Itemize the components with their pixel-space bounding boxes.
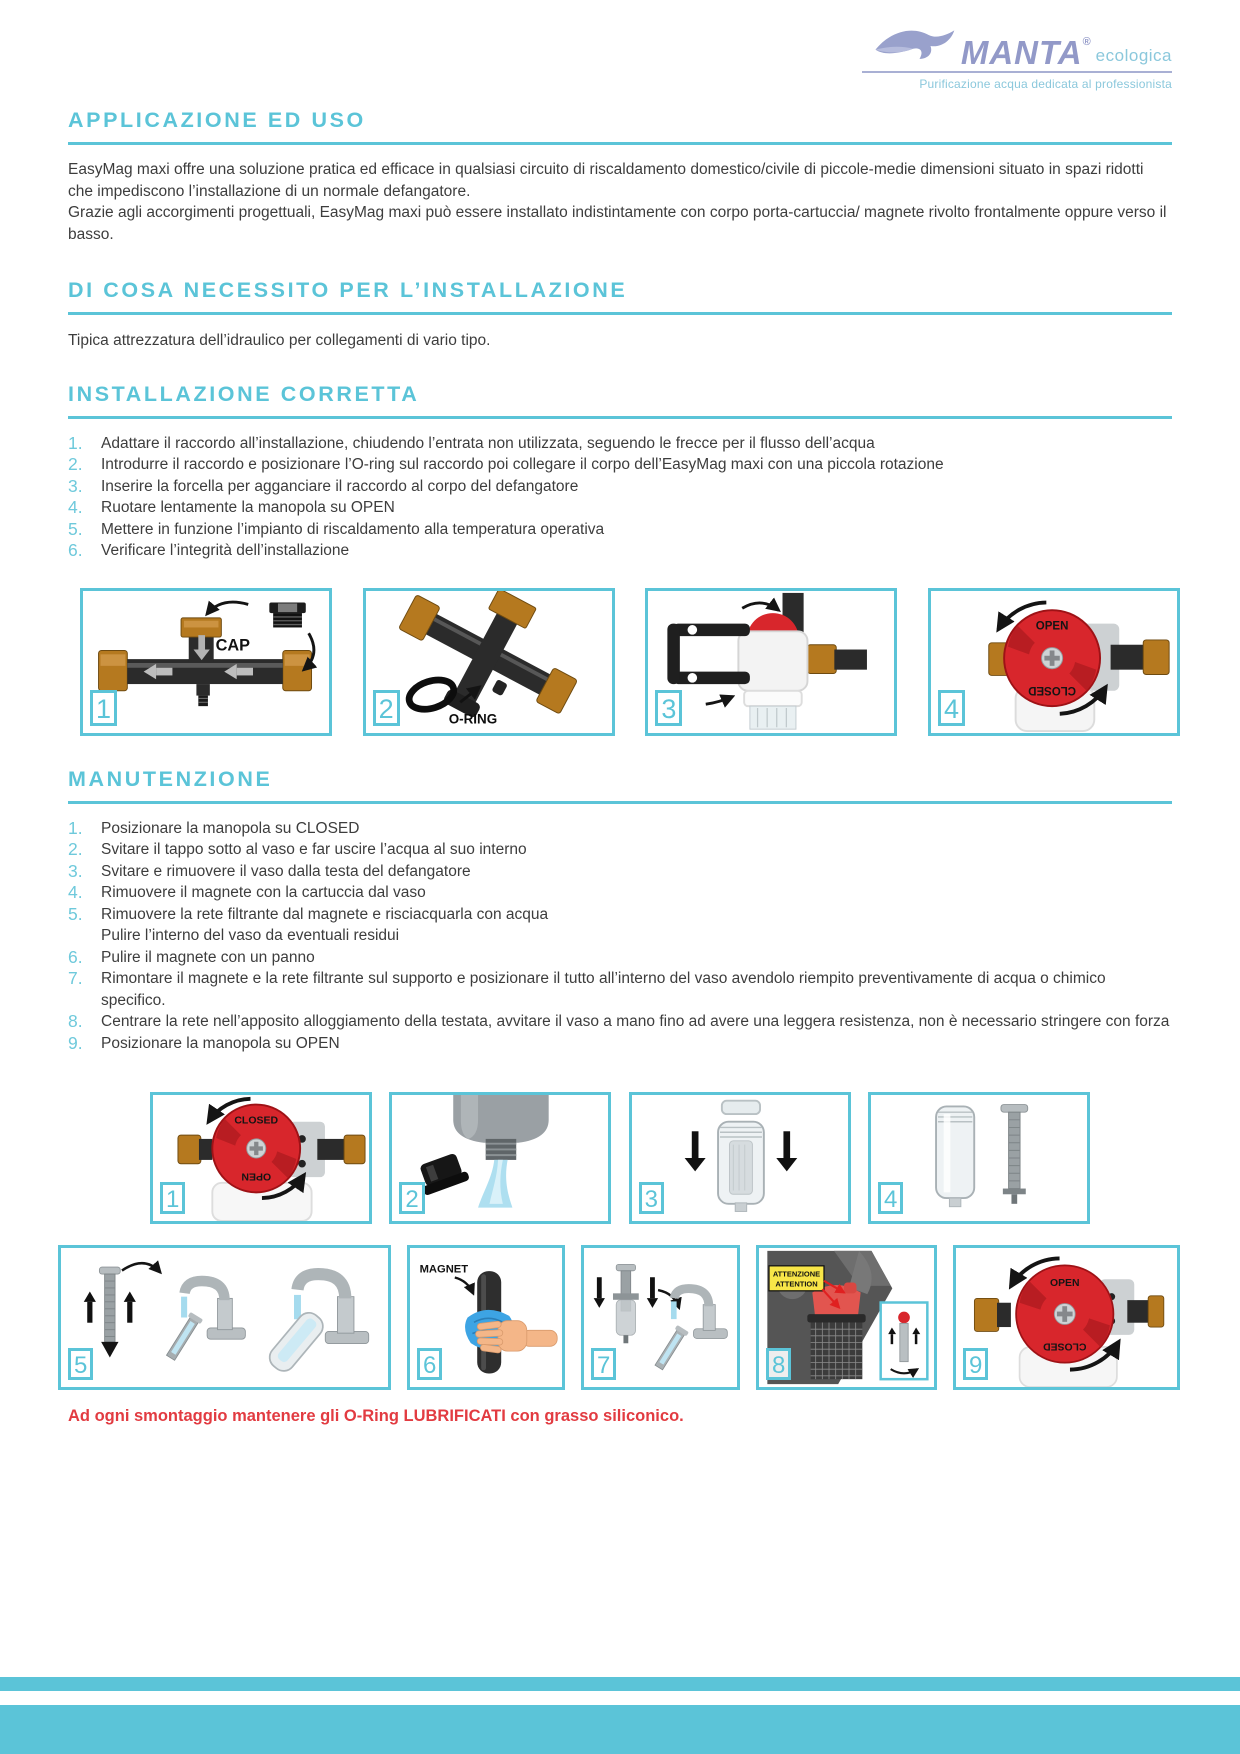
figure-number-badge: 4 bbox=[938, 690, 965, 726]
knob-closed-illustration bbox=[153, 1095, 369, 1221]
drain-cap-illustration bbox=[392, 1095, 608, 1221]
vessel-and-cartridge-illustration bbox=[871, 1095, 1087, 1221]
requirements-paragraph: Tipica attrezzatura dell’idraulico per collegamenti di vario tipo. bbox=[68, 332, 491, 349]
step-number: 2. bbox=[68, 839, 83, 859]
figure-number-badge: 7 bbox=[591, 1348, 616, 1380]
list-item bbox=[68, 454, 1172, 476]
section-title-applicazione: APPLICAZIONE ED USO bbox=[68, 108, 366, 132]
figure-maint-8 bbox=[756, 1245, 937, 1390]
closed-label: CLOSED bbox=[1043, 1340, 1087, 1352]
step-text: Rimontare il magnete e la rete filtrante sul supporto e posizionare il tutto all’interno del vaso avendolo riempito preventivamente di acqua o chimico specifico. bbox=[101, 970, 1106, 1009]
figure-number-badge: 1 bbox=[90, 690, 117, 726]
installation-steps bbox=[68, 433, 1172, 562]
closed-label: CLOSED bbox=[234, 1114, 279, 1127]
figure-install-2 bbox=[363, 588, 615, 736]
step-text: Verificare l’integrità dell’installazione bbox=[101, 542, 350, 559]
maintenance-figures-row-1 bbox=[150, 1092, 1090, 1224]
list-item bbox=[68, 818, 1172, 840]
figure-number-badge: 2 bbox=[373, 690, 400, 726]
section-rule bbox=[68, 801, 1172, 804]
step-number: 2. bbox=[68, 454, 83, 474]
list-item bbox=[68, 839, 1172, 861]
cap-label: CAP bbox=[215, 635, 251, 654]
attention-text: ATTENTION bbox=[775, 1279, 818, 1289]
step-text: Rimuovere il magnete con la cartuccia dal vaso bbox=[101, 884, 426, 901]
list-item bbox=[68, 540, 1172, 562]
step-text: Svitare il tappo sotto al vaso e far uscire l’acqua al suo interno bbox=[101, 841, 527, 858]
step-text: Adattare il raccordo all’installazione, chiudendo l’entrata non utilizzata, seguendo le frecce per il flusso dell’acqua bbox=[101, 434, 875, 452]
figure-number-badge: 4 bbox=[878, 1182, 903, 1214]
list-item bbox=[68, 1033, 1172, 1055]
maintenance-steps bbox=[68, 818, 1172, 1055]
step-number: 9. bbox=[68, 1032, 83, 1053]
list-item bbox=[68, 904, 1172, 947]
application-paragraph-2: Grazie agli accorgimenti progettuali, EasyMag maxi può essere installato indistintamente con corpo porta-cartuccia/ magnete rivolto frontalmente oppure verso il basso. bbox=[68, 204, 1167, 243]
section-rule bbox=[68, 416, 1172, 419]
figure-number-badge: 2 bbox=[399, 1182, 424, 1214]
footer-bar-thick bbox=[0, 1705, 1240, 1754]
figure-maint-2 bbox=[389, 1092, 611, 1224]
figure-install-4 bbox=[928, 588, 1180, 736]
closed-label: CLOSED bbox=[1028, 683, 1077, 696]
down-arrow-right bbox=[776, 1131, 797, 1171]
step-text: Introdurre il raccordo e posizionare l’O-ring sul raccordo poi collegare il corpo dell’EasyMag maxi con una piccola rotazione bbox=[101, 456, 944, 473]
lubrication-warning: Ad ogni smontaggio mantenere gli O-Ring LUBRIFICATI con grasso siliconico. bbox=[68, 1407, 684, 1425]
figure-maint-3 bbox=[629, 1092, 851, 1224]
step-number: 6. bbox=[68, 540, 83, 560]
figure-number-badge: 9 bbox=[963, 1348, 988, 1380]
fork-clip-illustration bbox=[648, 591, 894, 733]
step-number: 5. bbox=[68, 518, 83, 539]
figure-number-badge: 6 bbox=[417, 1348, 442, 1380]
installation-figures-row bbox=[80, 588, 1180, 736]
step-number: 6. bbox=[68, 946, 83, 967]
figure-maint-4 bbox=[868, 1092, 1090, 1224]
cartridge-rinsed bbox=[164, 1312, 203, 1362]
inset-diagram bbox=[881, 1303, 928, 1380]
registered-mark: ® bbox=[1082, 36, 1092, 49]
brand-tagline: Purificazione acqua dedicata al professionista bbox=[919, 77, 1172, 91]
step-number: 8. bbox=[68, 1011, 83, 1031]
figure-install-1 bbox=[80, 588, 332, 736]
figure-maint-5 bbox=[58, 1245, 391, 1390]
section-rule bbox=[68, 142, 1172, 145]
open-label: OPEN bbox=[1035, 619, 1069, 632]
knob-open-final-illustration bbox=[956, 1248, 1177, 1387]
fitting-oring-illustration bbox=[366, 591, 612, 733]
step-number: 3. bbox=[68, 860, 83, 881]
step-text: Rimuovere la rete filtrante dal magnete e risciacquarla con acqua Pulire l’interno del vaso da eventuali residui bbox=[101, 905, 549, 944]
list-item bbox=[68, 519, 1172, 541]
list-item bbox=[68, 433, 1172, 455]
figure-maint-6 bbox=[407, 1245, 565, 1390]
figure-number-badge: 8 bbox=[766, 1348, 791, 1380]
fitting-cap-illustration bbox=[83, 591, 329, 733]
step-text: Ruotare lentamente la manopola su OPEN bbox=[101, 499, 395, 516]
list-item bbox=[68, 861, 1172, 883]
step-text: Inserire la forcella per agganciare il raccordo al corpo del defangatore bbox=[101, 477, 579, 495]
list-item bbox=[68, 968, 1172, 1011]
section-title-necessito: DI COSA NECESSITO PER L’INSTALLAZIONE bbox=[68, 278, 628, 302]
step-number: 4. bbox=[68, 882, 83, 902]
hand bbox=[475, 1321, 557, 1354]
rinse-mesh-illustration bbox=[61, 1248, 388, 1387]
vessel-cap-illustration bbox=[632, 1095, 848, 1221]
step-text: Posizionare la manopola su CLOSED bbox=[101, 819, 360, 837]
attenzione-text: ATTENZIONE bbox=[772, 1269, 821, 1279]
step-text: Centrare la rete nell’apposito alloggiamento della testata, avvitare il vaso a mano fino ad avere una leggera resistenza, non è necessario stringere con forza bbox=[101, 1013, 1170, 1030]
figure-maint-1 bbox=[150, 1092, 372, 1224]
cartridge-rinsed bbox=[653, 1325, 689, 1371]
list-item bbox=[68, 476, 1172, 498]
mesh-cylinder bbox=[811, 1323, 863, 1380]
figure-number-badge: 3 bbox=[655, 690, 682, 726]
step-text: Mettere in funzione l’impianto di riscaldamento alla temperatura operativa bbox=[101, 520, 605, 538]
brand-logo bbox=[862, 24, 1172, 91]
cap-piece bbox=[269, 602, 305, 627]
figure-maint-9 bbox=[953, 1245, 1180, 1390]
figure-number-badge: 5 bbox=[68, 1348, 93, 1380]
section-rule bbox=[68, 312, 1172, 315]
figure-number-badge: 1 bbox=[160, 1182, 185, 1214]
list-item bbox=[68, 882, 1172, 904]
step-text: Svitare e rimuovere il vaso dalla testa del defangatore bbox=[101, 862, 471, 880]
step-number: 3. bbox=[68, 475, 83, 496]
brand-suffix: ecologica bbox=[1095, 46, 1172, 65]
step-number: 5. bbox=[68, 903, 83, 924]
section-title-installazione: INSTALLAZIONE CORRETTA bbox=[68, 381, 420, 406]
down-arrow-left bbox=[684, 1131, 705, 1171]
oring-label: O-RING bbox=[448, 710, 497, 726]
open-label: OPEN bbox=[241, 1170, 272, 1183]
footer-bar-thin bbox=[0, 1677, 1240, 1691]
step-text: Pulire il magnete con un panno bbox=[101, 948, 315, 966]
maintenance-figures-row-2 bbox=[58, 1245, 1180, 1390]
section-title-manutenzione: MANUTENZIONE bbox=[68, 766, 273, 791]
step-number: 7. bbox=[68, 968, 83, 988]
figure-number-badge: 3 bbox=[639, 1182, 664, 1214]
list-item bbox=[68, 497, 1172, 519]
step-number: 1. bbox=[68, 817, 83, 838]
open-label: OPEN bbox=[1050, 1278, 1080, 1290]
step-number: 4. bbox=[68, 497, 83, 517]
brand-name: MANTA® bbox=[960, 34, 1092, 72]
figure-maint-7 bbox=[581, 1245, 740, 1390]
manta-ray-icon bbox=[871, 24, 957, 68]
figure-install-3 bbox=[645, 588, 897, 736]
step-number: 1. bbox=[68, 432, 83, 453]
list-item bbox=[68, 947, 1172, 969]
list-item bbox=[68, 1011, 1172, 1033]
attention-label bbox=[769, 1266, 824, 1291]
step-text: Posizionare la manopola su OPEN bbox=[101, 1034, 340, 1052]
application-paragraph-1: EasyMag maxi offre una soluzione pratica ed efficace in qualsiasi circuito di riscaldamento domestico/civile di piccole-medie dimensioni situato in spazi ridotti che impediscono l’installazione di un normale defangatore. bbox=[68, 161, 1144, 200]
magnet-label: MAGNET bbox=[419, 1263, 469, 1276]
knob-open-illustration bbox=[931, 591, 1177, 733]
